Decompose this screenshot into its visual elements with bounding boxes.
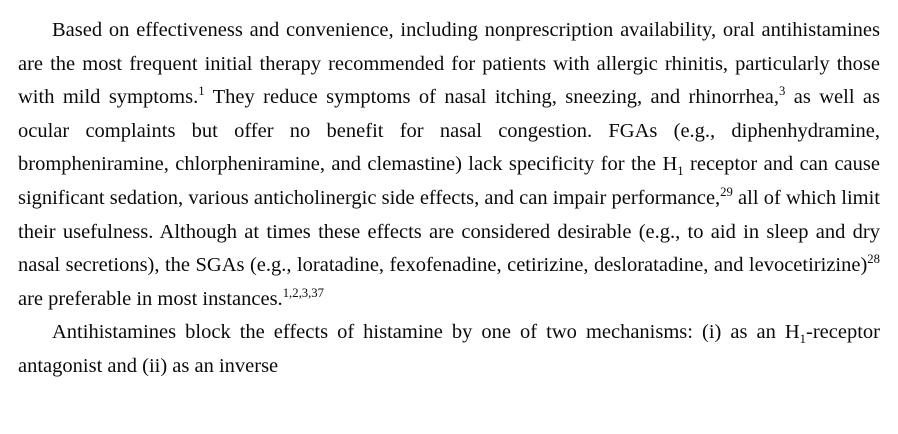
text-run: Antihistamines block the effects of histamine by one of two mechanisms: (i) as an H xyxy=(52,321,800,344)
text-run: -receptor antagonist and (ii) as an inverse xyxy=(18,321,880,377)
text-run: are preferable in most instances. xyxy=(18,287,283,310)
text-run: They reduce symptoms of nasal itching, sneezing, and rhinorrhea, xyxy=(204,86,780,109)
text-run: Based on effectiveness and convenience, including nonprescription availability, oral antihistamines are the most frequent initial therapy recommended for patients with allergic rhinitis, particularly those with mild symptoms. xyxy=(18,19,880,109)
citation-superscript: 3 xyxy=(779,84,786,99)
citation-superscript: 29 xyxy=(720,185,733,200)
citation-superscript: 1,2,3,37 xyxy=(282,285,324,300)
text-run: receptor and can cause significant sedation, various anticholinergic side effects, and can impair performance, xyxy=(18,153,880,209)
paragraph-mechanism xyxy=(18,316,880,383)
text-run: as well as ocular complaints but offer no benefit for nasal congestion. FGAs (e.g., diphenhydramine, brompheniramine, chlorpheniramine, and clemastine) lack specificity for the H xyxy=(18,86,881,176)
document-body xyxy=(18,14,880,384)
citation-superscript: 1 xyxy=(198,84,205,99)
chemical-subscript: 1 xyxy=(799,332,807,347)
chemical-subscript: 1 xyxy=(677,164,684,179)
text-run: all of which limit their usefulness. Although at times these effects are considered desirable (e.g., to aid in sleep and dry nasal secretions), the SGAs (e.g., loratadine, fexofenadine, cetirizine, desloratadine, and levocetirizine) xyxy=(18,186,880,277)
citation-superscript: 28 xyxy=(867,252,880,267)
paragraph-antihistamine-therapy xyxy=(18,14,880,316)
